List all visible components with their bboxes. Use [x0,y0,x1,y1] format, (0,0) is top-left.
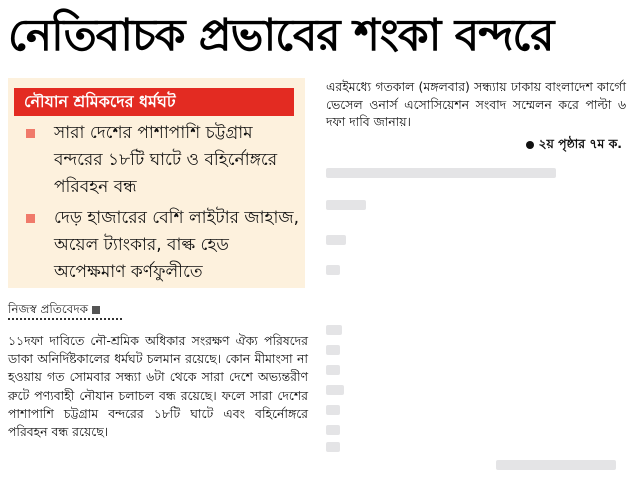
faded-line [326,265,340,275]
faded-line [326,405,340,415]
dotted-divider [8,318,122,320]
byline-text: নিজস্ব প্রতিবেদক [8,302,89,316]
highlight-point [26,205,301,286]
faded-line [326,385,344,395]
square-marker-icon [92,306,100,314]
highlight-point-text: সারা দেশের পাশাপাশি চট্টগ্রাম বন্দরের ১৮টি ঘাটে ও বহির্নোঙ্গরে পরিবহন বন্ধ [54,123,278,197]
faded-line [326,168,556,178]
faded-line [326,200,366,210]
square-bullet-icon [26,214,35,223]
faded-line [326,425,340,435]
faded-line [496,460,616,470]
faded-line [326,442,340,452]
faded-line [326,365,340,375]
headline: নেতিবাচক প্রভাবের শংকা বন্দরে [8,10,554,61]
bullet-dot-icon [526,141,534,149]
right-column-text: এরইমধ্যে গতকাল (মঙ্গলবার) সন্ধ্যায় ঢাকায় বাংলাদেশ কার্গো ভেসেল ওনার্স এসোসিয়েশন সংবাদ সম্মেলন করে পাল্টা ৬ দফা দাবি জানায়। [326,79,626,129]
byline [8,300,305,318]
faded-line [326,345,340,355]
faded-line [326,325,342,335]
highlight-point-text: দেড় হাজারের বেশি লাইটার জাহাজ, অয়েল ট্যাংকার, বাল্ক হেড অপেক্ষমাণ কর্ণফুলীতে [54,208,299,282]
continuation-text: ২য় পৃষ্ঠার ৭ম ক. [538,136,622,151]
highlight-title: নৌযান শ্রমিকদের ধর্মঘট [14,88,294,116]
square-bullet-icon [26,129,35,138]
faded-line [326,235,346,245]
faded-show-through-text [326,160,636,475]
continuation-note [326,135,622,152]
article-body: ১১দফা দাবিতে নৌ-শ্রমিক অধিকার সংরক্ষণ ঐক্য পরিষদের ডাকা অনির্দিষ্টকালের ধর্মঘট চলমান রয়েছে। কোন মীমাংসা না হওয়ায় গত সোমবার সন্ধ্যা ৬টা থেকে সারা দেশে অভ্যন্তরীণ রুটে পণ্যবাহী নৌযান চলাচল বন্ধ রয়েছে। ফলে সারা দেশের পাশাপাশি চট্টগ্রাম বন্দরের ১৮টি ঘাটে এবং বহির্নোঙ্গরে পরিবহন বন্ধ রয়েছে। [8,333,308,440]
highlight-point [26,120,301,201]
